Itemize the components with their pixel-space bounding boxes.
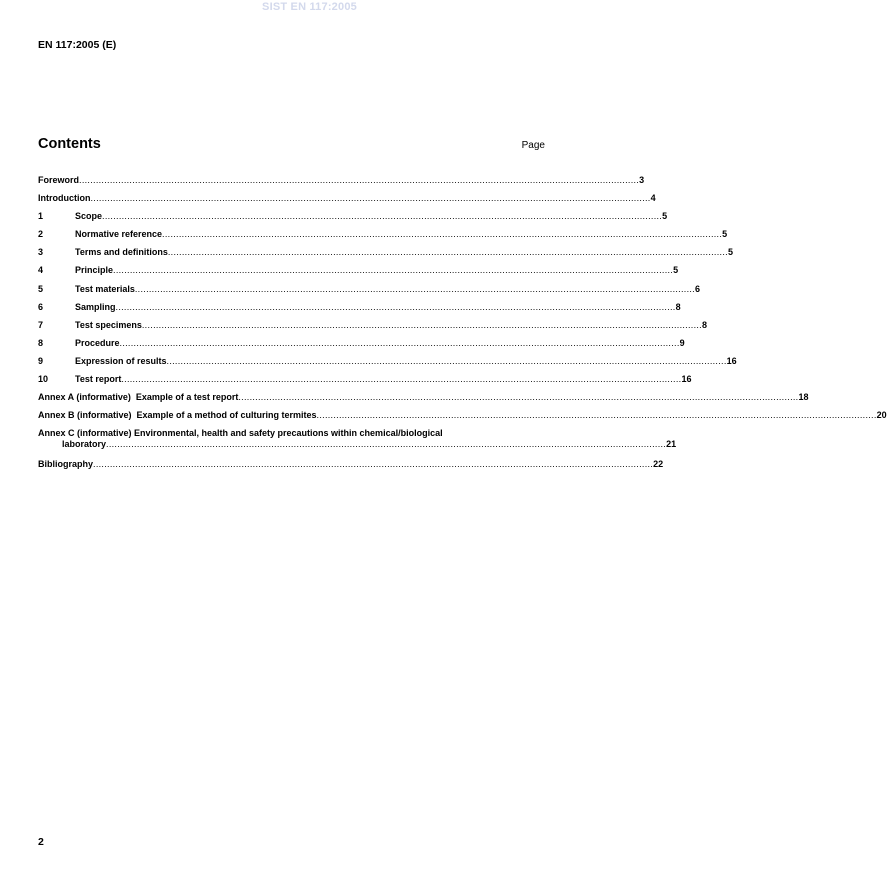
toc-entry-page: 3 bbox=[639, 175, 645, 185]
toc-entry-foreword[interactable] bbox=[38, 174, 645, 192]
toc-leader-dots bbox=[167, 355, 727, 367]
toc-entry-sampling[interactable] bbox=[38, 301, 681, 319]
toc-entry-number: 6 bbox=[38, 301, 44, 312]
toc-entry-number: 3 bbox=[38, 247, 44, 258]
toc-leader-dots bbox=[135, 283, 695, 295]
toc-entry-number: 5 bbox=[38, 283, 44, 294]
toc-entry-title: Introduction bbox=[38, 193, 91, 204]
toc-entry-principle[interactable] bbox=[38, 264, 679, 282]
toc-leader-dots bbox=[238, 391, 798, 403]
toc-entry-page: 16 bbox=[681, 374, 692, 385]
toc-leader-dots: ........................................................................................................................................................................................................ bbox=[106, 439, 667, 450]
toc-entry-number: 4 bbox=[38, 265, 44, 276]
page-column-label: Page bbox=[521, 140, 545, 151]
toc-entry-title: Procedure bbox=[75, 337, 120, 348]
toc-entry-title: Annex A (informative) Example of a test report bbox=[38, 392, 239, 403]
toc-entry-page: 16 bbox=[726, 355, 737, 366]
toc-entry-test-materials[interactable] bbox=[38, 283, 700, 301]
toc-entry-test-specimens[interactable] bbox=[38, 319, 707, 337]
toc-leader-dots bbox=[142, 319, 702, 331]
toc-entry-normative-reference[interactable] bbox=[38, 228, 728, 246]
toc-entry-page: 5 bbox=[727, 247, 733, 258]
toc-entry-number: 7 bbox=[38, 319, 44, 330]
toc-leader-dots bbox=[102, 210, 662, 222]
toc-entry-title: Expression of results bbox=[75, 355, 167, 366]
toc-entry-page: 5 bbox=[722, 229, 728, 240]
document-id-header: EN 117:2005 (E) bbox=[38, 39, 117, 51]
toc-entry-page: 21 bbox=[666, 439, 677, 450]
toc-leader-dots bbox=[91, 192, 651, 204]
toc-entry-page: 4 bbox=[650, 193, 656, 204]
toc-entry-page: 6 bbox=[694, 283, 700, 294]
toc-entry-number: 9 bbox=[38, 355, 44, 366]
toc-entry-procedure[interactable] bbox=[38, 337, 685, 355]
table-of-contents bbox=[38, 174, 887, 476]
toc-entry-expression-of-results[interactable] bbox=[38, 355, 737, 373]
toc-entry-title: Test specimens bbox=[75, 319, 142, 330]
toc-leader-dots bbox=[93, 458, 653, 470]
toc-entry-annex-a[interactable] bbox=[38, 391, 809, 409]
toc-entry-title: Annex C (informative) Environmental, health and safety precautions within chemical/biological bbox=[38, 428, 443, 439]
toc-leader-dots bbox=[121, 373, 681, 385]
toc-entry-number: 10 bbox=[38, 374, 49, 385]
toc-leader-dots bbox=[317, 409, 877, 421]
toc-entry-page: 20 bbox=[876, 410, 887, 421]
toc-entry-test-report[interactable] bbox=[38, 373, 692, 391]
toc-entry-title: Terms and definitions bbox=[75, 247, 168, 258]
page-number: 2 bbox=[38, 836, 44, 848]
toc-entry-introduction[interactable] bbox=[38, 192, 656, 210]
toc-entry-title: Test materials bbox=[75, 283, 135, 294]
toc-leader-dots bbox=[120, 337, 680, 349]
toc-entry-title: Principle bbox=[75, 265, 114, 276]
toc-leader-dots bbox=[116, 301, 676, 313]
toc-leader-dots bbox=[168, 246, 728, 258]
toc-entry-terms-and-definitions[interactable] bbox=[38, 246, 733, 264]
toc-entry-title: Scope bbox=[75, 211, 103, 222]
toc-entry-page: 8 bbox=[675, 301, 681, 312]
toc-entry-number: 8 bbox=[38, 337, 44, 348]
toc-entry-bibliography[interactable] bbox=[38, 458, 664, 476]
toc-entry-page: 8 bbox=[701, 319, 707, 330]
toc-entry-page: 5 bbox=[662, 211, 668, 222]
toc-entry-number: 1 bbox=[38, 211, 44, 222]
toc-leader-dots bbox=[162, 228, 722, 240]
toc-entry-number: 2 bbox=[38, 229, 44, 240]
toc-entry-page: 9 bbox=[679, 337, 685, 348]
toc-entry-title-continued: laboratory bbox=[62, 439, 107, 450]
toc-entry-page: 22 bbox=[653, 459, 664, 470]
contents-heading: Contents bbox=[38, 136, 101, 152]
toc-entry-page: 5 bbox=[673, 265, 679, 276]
toc-entry-title: Sampling bbox=[75, 301, 116, 312]
toc-entry-title: Normative reference bbox=[75, 229, 163, 240]
toc-entry-scope[interactable] bbox=[38, 210, 668, 228]
toc-entry-annex-b[interactable] bbox=[38, 409, 887, 427]
toc-entry-title: Test report bbox=[75, 374, 122, 385]
toc-entry-title: Annex B (informative) Example of a method of culturing termites bbox=[38, 410, 317, 421]
toc-leader-dots bbox=[79, 174, 639, 186]
toc-leader-dots bbox=[113, 264, 673, 276]
toc-entry-page: 18 bbox=[798, 392, 809, 403]
toc-entry-annex-c[interactable] bbox=[38, 427, 677, 458]
watermark: SIST EN 117:2005 bbox=[262, 1, 357, 13]
toc-entry-title: Bibliography bbox=[38, 459, 94, 470]
toc-entry-title: Foreword bbox=[38, 175, 80, 185]
